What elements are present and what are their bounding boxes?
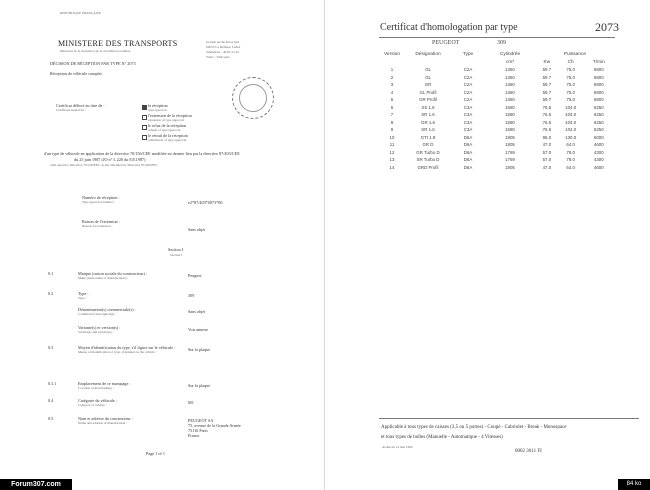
item-label-en: Make (trade name of manufacturer) : xyxy=(78,276,129,280)
cell-cylindree: 1905 xyxy=(505,142,515,148)
cell-tmin: 5800 xyxy=(593,89,604,95)
option-checkbox xyxy=(142,105,147,110)
table-row xyxy=(379,164,615,172)
approval-number-label-en: Type-approval number : xyxy=(82,200,115,204)
directive-line: d'un type de véhicule en application de la directive 70/156/CEE modifiée en dernier lieu par la directive 87/403/CEE xyxy=(44,151,240,156)
address-line: Télex : Télécopie xyxy=(206,55,230,59)
cell-tmin: 4300 xyxy=(593,149,604,155)
cell-tmin: 6250 xyxy=(593,127,604,133)
item-label: Marque (raison sociale du constructeur) : xyxy=(78,271,147,276)
cell-ch: 104.0 xyxy=(565,119,577,125)
page-footer: Page 1 of 1 xyxy=(146,451,165,456)
option-label: le retrait de la réception xyxy=(148,133,188,138)
cell-type: C2A xyxy=(463,89,473,95)
cell-kw: 59.7 xyxy=(542,89,552,95)
cell-kw: 76.5 xyxy=(542,104,552,110)
table-row xyxy=(379,134,615,142)
cell-designation: GTI 1.9 xyxy=(420,134,436,140)
cell-ch: 64.0 xyxy=(566,164,575,170)
cell-designation: GL Profil xyxy=(419,89,437,95)
cell-cylindree: 1769 xyxy=(505,157,515,163)
item-label-en: Variant(s) and version(s) : xyxy=(78,330,114,334)
address-line: Téléphone : 40.81.21.22 xyxy=(206,50,240,54)
option-checkbox xyxy=(142,135,147,140)
homologation-table xyxy=(379,50,615,171)
cell-version: 14 xyxy=(389,164,395,170)
item-number: 0.5 xyxy=(48,416,54,421)
item-label-en: Type : xyxy=(78,296,87,300)
item-label-en: Name and address of manufacturer : xyxy=(78,421,128,425)
cell-tmin: 4600 xyxy=(593,142,604,148)
option-label: l'extension de la réception xyxy=(148,113,192,118)
cell-designation: GR xyxy=(424,82,432,88)
cell-ch: 78.0 xyxy=(566,149,575,155)
unit-cm3: cm³ xyxy=(506,59,514,65)
cell-ch: 104.0 xyxy=(565,127,577,133)
forum-watermark: Forum307.com xyxy=(0,479,72,490)
directive-note: with regard to Directive 70/156/EEC as last amended by Directive 87/403/EEC xyxy=(50,163,158,167)
cell-ch: 75.0 xyxy=(566,89,575,95)
table-row xyxy=(379,126,615,134)
cell-type: D6A xyxy=(463,134,473,140)
title-underline xyxy=(379,37,615,38)
cell-cylindree: 1580 xyxy=(505,119,515,125)
cell-version: 8 xyxy=(390,119,394,125)
unit-kw: Kw xyxy=(543,59,551,65)
item-label-en: Means of identification of type, if marked on the vehicle : xyxy=(78,350,157,354)
item-number: 0.4 xyxy=(48,398,54,403)
option-checkbox xyxy=(142,115,147,120)
item-label: Type : xyxy=(78,291,89,296)
item-number: 0.2 xyxy=(48,291,54,296)
cell-designation: SR 1.6 xyxy=(421,112,435,118)
address-line: 92055 La Défense Cedex xyxy=(206,45,241,49)
option-checkbox xyxy=(142,125,147,130)
footer-gearbox: et tous types de boîtes (Manuelle - Automatique - 4 Vitesses) xyxy=(381,435,503,440)
cell-ch: 78.0 xyxy=(566,157,575,163)
cell-version: 5 xyxy=(390,97,394,103)
option-label-en: type approval xyxy=(148,108,167,112)
cell-designation: GR Turbo D xyxy=(416,149,440,155)
cell-kw: 76.5 xyxy=(542,127,552,133)
cell-tmin: 5800 xyxy=(593,82,604,88)
cell-ch: 104.0 xyxy=(565,112,577,118)
cell-designation: GRD Profil xyxy=(417,164,439,170)
extension-reason-label: Raison de l'extension : xyxy=(82,219,120,224)
cell-designation: XS 1.6 xyxy=(421,104,435,110)
file-size-badge: 84 ko xyxy=(618,479,650,490)
cell-kw: 47.0 xyxy=(542,142,552,148)
certificate-title: Certificat d'homologation par type xyxy=(380,22,518,33)
make-label: PEUGEOT xyxy=(432,40,460,46)
cell-kw: 47.0 xyxy=(542,164,552,170)
extension-reason-label-en: Reason for extension : xyxy=(82,224,113,228)
table-row xyxy=(379,96,615,104)
item-value: Sans objet xyxy=(188,309,206,314)
cell-cylindree: 1580 xyxy=(505,104,515,110)
cell-ch: 75.0 xyxy=(566,67,575,73)
table-row xyxy=(379,141,615,149)
table-row xyxy=(379,74,615,82)
item-number: 0.1 xyxy=(48,271,54,276)
decision-subtitle: Réception de véhicule complet xyxy=(50,71,102,76)
cell-type: C3A xyxy=(463,127,473,133)
direction-label: Direction de la sécurité et de la circulation routières xyxy=(60,49,131,53)
cell-designation: GR Profil xyxy=(419,97,437,103)
cell-kw: 59.7 xyxy=(542,67,552,73)
cell-ch: 75.0 xyxy=(566,97,575,103)
cell-designation: GR D xyxy=(422,142,434,148)
cell-tmin: 6250 xyxy=(593,112,604,118)
table-row xyxy=(379,89,615,97)
item-value-extra: 75116 Paris xyxy=(188,428,208,433)
footer-code: 0002 3611 FI xyxy=(515,449,542,454)
unit-tmin: T/min xyxy=(592,59,605,65)
table-row xyxy=(379,156,615,164)
table-row xyxy=(379,149,615,157)
item-label: Emplacement de ce marquage : xyxy=(78,381,131,386)
cell-version: 2 xyxy=(390,74,394,80)
cell-designation: SR 1.6 xyxy=(421,127,435,133)
cell-kw: 59.7 xyxy=(542,97,552,103)
cell-designation: GL xyxy=(425,67,431,73)
footer-rule xyxy=(379,418,639,419)
cell-type: C2A xyxy=(463,67,473,73)
cell-designation: SR Turbo D xyxy=(416,157,440,163)
col-designation: Désignation xyxy=(415,51,441,57)
cell-cylindree: 1360 xyxy=(505,82,515,88)
decision-reference: DÉCISION DE RÉCEPTION PAR TYPE N° 2073 xyxy=(50,61,136,66)
item-label: Catégorie du véhicule : xyxy=(78,398,117,403)
cell-kw: 76.5 xyxy=(542,119,552,125)
cell-tmin: 6250 xyxy=(593,119,604,125)
homologation-certificate-page xyxy=(325,0,650,490)
item-value: Peugeot xyxy=(188,273,202,278)
approval-number-value: e2*87/403*0073*00 xyxy=(188,200,223,205)
item-value: PEUGEOT SA xyxy=(188,418,214,423)
cell-tmin: 5800 xyxy=(593,97,604,103)
cell-tmin: 4600 xyxy=(593,164,604,170)
item-value: 309 xyxy=(188,293,195,298)
section-title: Section I xyxy=(168,247,184,252)
cell-version: 3 xyxy=(390,82,394,88)
cell-version: 1 xyxy=(390,67,394,73)
ministry-title: MINISTERE DES TRANSPORTS xyxy=(58,39,178,48)
cell-ch: 75.0 xyxy=(566,82,575,88)
cell-type: D6A xyxy=(463,149,473,155)
item-value: Sur la plaque xyxy=(188,347,211,352)
cell-ch: 64.0 xyxy=(566,142,575,148)
cell-type: C2A xyxy=(463,82,473,88)
footer-applicability: Applicable à tous types de caisses (3,5 ou 5 portes) - Coupé - Cabriolet - Break - Monospace xyxy=(381,425,567,430)
ministry-seal-stamp xyxy=(232,77,274,119)
cell-cylindree: 1360 xyxy=(505,89,515,95)
cell-ch: 75.0 xyxy=(566,74,575,80)
type-label: 309 xyxy=(497,40,506,46)
cell-version: 6 xyxy=(390,104,394,110)
cell-type: D6A xyxy=(463,164,473,170)
item-value: Voir annexe xyxy=(188,327,209,332)
item-label: Moyen d'identification du type, s'il figure sur le véhicule : xyxy=(78,345,176,350)
cell-tmin: 4300 xyxy=(593,157,604,163)
item-label-en: Commercial description(s) : xyxy=(78,312,117,316)
table-row xyxy=(379,81,615,89)
col-version: Version xyxy=(384,51,400,57)
cell-type: C2A xyxy=(463,97,473,103)
option-label-en: refusal of type approval xyxy=(148,128,181,132)
directive-line-2: du 25 juin 1987 (JO n° L 220 du 8.8.1987) xyxy=(74,157,146,162)
address-line: Grande Arche Paroi Sud xyxy=(206,40,240,44)
cell-kw: 57.0 xyxy=(542,149,552,155)
cell-version: 10 xyxy=(389,134,395,140)
cell-version: 9 xyxy=(390,127,394,133)
item-label-en: Category of vehicle : xyxy=(78,403,107,407)
item-label: Variante(s) et version(s) : xyxy=(78,325,121,330)
cell-type: D6A xyxy=(463,142,473,148)
cell-version: 7 xyxy=(390,112,394,118)
item-value-extra: France xyxy=(188,433,200,438)
intro-label: Certificat délivré au titre de : xyxy=(56,103,105,108)
extension-reason-value: Sans objet xyxy=(188,227,206,232)
section-title-en: Section I xyxy=(170,253,183,257)
intro-label-en: Certificate issued for : xyxy=(56,108,87,112)
cell-version: 13 xyxy=(389,157,395,163)
cell-type: C3A xyxy=(463,104,473,110)
cell-designation: GR 1.6 xyxy=(421,119,435,125)
cell-cylindree: 1360 xyxy=(505,74,515,80)
cell-cylindree: 1905 xyxy=(505,164,515,170)
cell-cylindree: 1580 xyxy=(505,112,515,118)
approval-number-label: Numéro de réception : xyxy=(82,195,120,200)
cell-tmin: 6250 xyxy=(593,104,604,110)
col-type: Type xyxy=(462,51,474,57)
item-number: 0.3.1 xyxy=(48,381,57,386)
table-row xyxy=(379,66,615,74)
cell-cylindree: 1360 xyxy=(505,97,515,103)
cell-kw: 59.7 xyxy=(542,74,552,80)
item-label: Dénomination(s) commerciale(s) : xyxy=(78,307,136,312)
certificate-number: 2073 xyxy=(595,20,619,34)
item-number: 0.3 xyxy=(48,345,54,350)
cell-cylindree: 1360 xyxy=(505,67,515,73)
table-row xyxy=(379,119,615,127)
republic-label: REPUBLIQUE FRANÇAISE xyxy=(60,11,101,15)
table-row xyxy=(379,104,615,112)
footer-decree: Arrêté du 14 mai 1992 xyxy=(382,445,413,449)
cell-tmin: 5800 xyxy=(593,74,604,80)
cell-type: D6A xyxy=(463,157,473,163)
item-value-extra: 75, avenue de la Grande Armée xyxy=(188,423,241,428)
col-puissance: Puissance xyxy=(563,51,587,57)
option-label: le refus de la réception xyxy=(148,123,187,128)
cell-cylindree: 1769 xyxy=(505,149,515,155)
cell-type: C3A xyxy=(463,119,473,125)
item-value: M1 xyxy=(188,400,194,405)
cell-ch: 104.0 xyxy=(565,104,577,110)
cell-type: C2A xyxy=(463,74,473,80)
cell-tmin: 6000 xyxy=(593,134,604,140)
cell-designation: GL xyxy=(425,74,431,80)
cell-version: 11 xyxy=(389,142,395,148)
cell-kw: 57.0 xyxy=(542,157,552,163)
cell-tmin: 5800 xyxy=(593,67,604,73)
option-label-en: withdrawal of type approval xyxy=(148,138,187,142)
cell-kw: 96.0 xyxy=(542,134,552,140)
cell-version: 12 xyxy=(389,149,395,155)
cell-type: C3A xyxy=(463,112,473,118)
cell-cylindree: 1905 xyxy=(505,134,515,140)
cell-kw: 76.5 xyxy=(542,112,552,118)
option-label-en: extension of type approval xyxy=(148,118,185,122)
item-label-en: Location of that marking : xyxy=(78,386,114,390)
cell-cylindree: 1580 xyxy=(505,127,515,133)
item-value: Sur la plaque xyxy=(188,383,211,388)
table-row xyxy=(379,111,615,119)
cell-kw: 59.7 xyxy=(542,82,552,88)
col-cylindree: Cylindrée xyxy=(499,51,521,57)
unit-ch: Ch xyxy=(567,59,574,65)
item-label: Nom et adresse du constructeur : xyxy=(78,416,134,421)
cell-ch: 130.0 xyxy=(565,134,577,140)
cell-version: 4 xyxy=(390,89,394,95)
option-label: la réception xyxy=(148,103,168,108)
